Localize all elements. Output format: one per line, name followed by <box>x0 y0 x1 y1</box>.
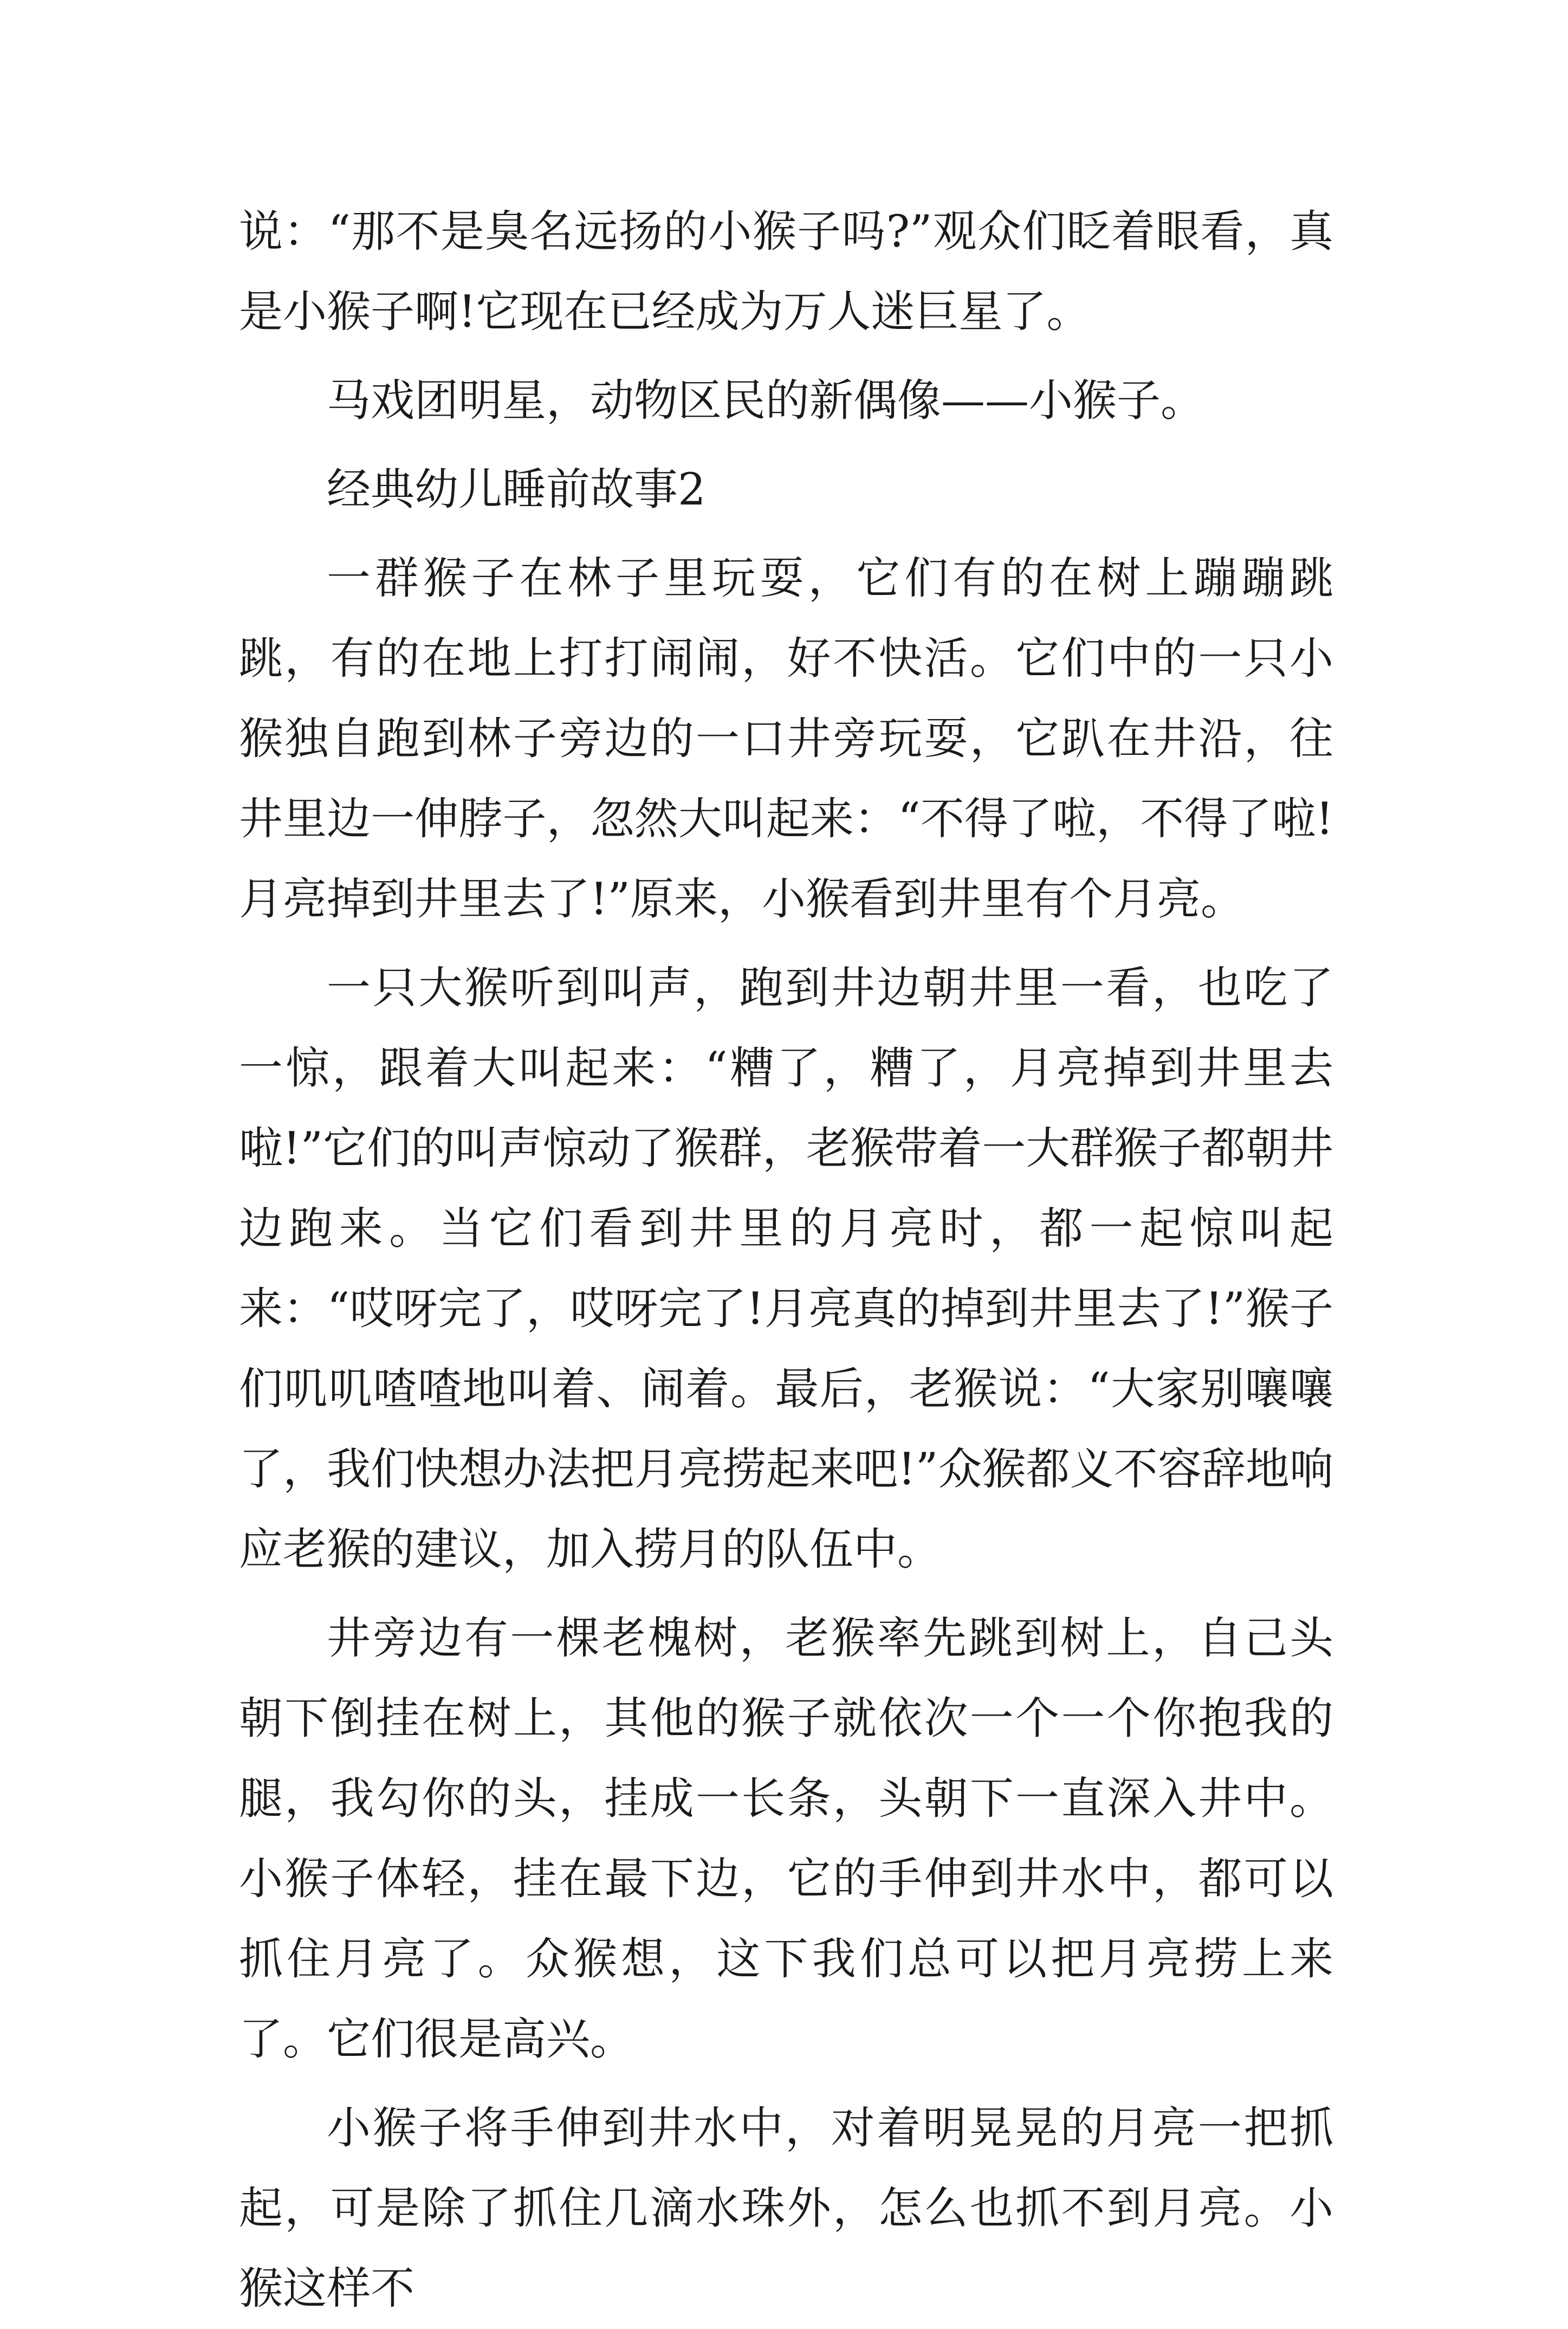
paragraph-spacer <box>239 940 1333 948</box>
paragraph-monkey-chain: 井旁边有一棵老槐树，老猴率先跳到树上，自己头朝下倒挂在树上，其他的猴子就依次一个一个你抱我的腿，我勾你的头，挂成一长条，头朝下一直深入井中。小猴子体轻，挂在最下边，它的手伸到井水中，都可以抓住月亮了。众猴想，这下我们总可以把月亮捞上来了。它们很是高兴。 <box>239 1613 1333 2065</box>
paragraph-circus-star: 马戏团明星，动物区民的新偶像——小猴子。 <box>327 376 1205 426</box>
paragraph-grab-moon: 小猴子将手伸到井水中，对着明晃晃的月亮一把抓起，可是除了抓住几滴水珠外，怎么也抓不到月亮。小猴这样不 <box>239 2103 1333 2314</box>
paragraph-big-monkey: 一只大猴听到叫声，跑到井边朝井里一看，也吃了一惊，跟着大叫起来：“糟了，糟了，月亮掉到井里去啦!”它们的叫声惊动了猴群，老猴带着一大群猴子都朝井边跑来。当它们看到井里的月亮时，都一起惊叫起来：“哎呀完了，哎呀完了!月亮真的掉到井里去了!”猴子们叽叽喳喳地叫着、闹着。最后，老猴说：“大家别嚷嚷了，我们快想办法把月亮捞起来吧!”众猴都义不容辞地响应老猴的建议，加入捞月的队伍中。 <box>239 963 1333 1575</box>
paragraph-spacer <box>239 530 1333 539</box>
paragraph-spacer <box>239 441 1333 450</box>
paragraph-monkeys-playing: 一群猴子在林子里玩耍，它们有的在树上蹦蹦跳跳，有的在地上打打闹闹，好不快活。它们中的一只小猴独自跑到林子旁边的一口井旁玩耍，它趴在井沿，往井里边一伸脖子，忽然大叫起来：“不得了啦，不得了啦!月亮掉到井里去了!”原来，小猴看到井里有个月亮。 <box>239 553 1333 925</box>
section-heading: 经典幼儿睡前故事2 <box>327 464 706 515</box>
paragraph-spacer <box>239 1590 1333 1599</box>
paragraph-continued-dialogue: 说：“那不是臭名远扬的小猴子吗?”观众们眨着眼看，真是小猴子啊!它现在已经成为万人迷巨星了。 <box>239 206 1333 338</box>
paragraph-spacer <box>239 2080 1333 2088</box>
paragraph-spacer <box>239 352 1333 361</box>
story-body <box>239 192 1333 2329</box>
